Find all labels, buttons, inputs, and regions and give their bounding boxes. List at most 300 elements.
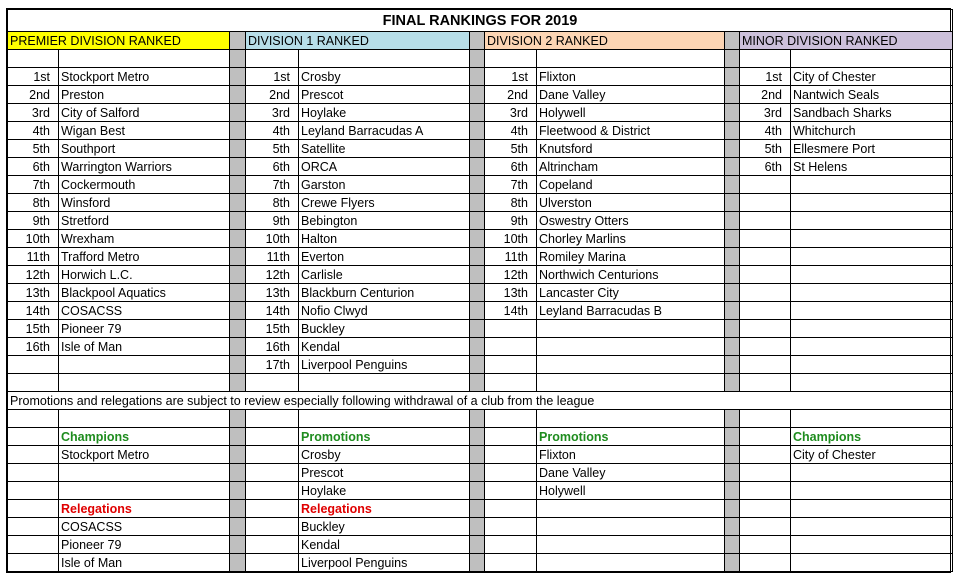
- note-row: [8, 392, 953, 410]
- empty-cell: [537, 410, 725, 428]
- column-separator: [470, 50, 485, 68]
- column-separator: [725, 230, 740, 248]
- rank-position: 6th: [740, 158, 791, 176]
- club-name: Isle of Man: [59, 338, 230, 356]
- club-name: Trafford Metro: [59, 248, 230, 266]
- club-name: Pioneer 79: [59, 536, 230, 554]
- page-title: FINAL RANKINGS FOR 2019: [8, 10, 953, 32]
- empty-cell: [8, 464, 59, 482]
- empty-cell: [59, 464, 230, 482]
- empty-cell: [791, 194, 953, 212]
- column-separator: [725, 338, 740, 356]
- column-separator: [230, 212, 246, 230]
- rank-position: 5th: [485, 140, 537, 158]
- column-separator: [230, 446, 246, 464]
- rank-position: 7th: [485, 176, 537, 194]
- rank-position: 16th: [8, 338, 59, 356]
- table-row: [8, 482, 953, 500]
- empty-cell: [8, 518, 59, 536]
- club-name: Northwich Centurions: [537, 266, 725, 284]
- column-separator: [470, 68, 485, 86]
- club-name: Hoylake: [299, 482, 470, 500]
- column-separator: [725, 212, 740, 230]
- table-row: [8, 68, 953, 86]
- empty-cell: [791, 536, 953, 554]
- column-separator: [230, 482, 246, 500]
- club-name: Dane Valley: [537, 464, 725, 482]
- club-name: City of Chester: [791, 446, 953, 464]
- club-name: Buckley: [299, 320, 470, 338]
- column-separator: [230, 374, 246, 392]
- empty-cell: [740, 356, 791, 374]
- club-name: Winsford: [59, 194, 230, 212]
- column-separator: [725, 194, 740, 212]
- empty-cell: [791, 212, 953, 230]
- rank-position: 3rd: [485, 104, 537, 122]
- empty-cell: [537, 500, 725, 518]
- rank-position: 17th: [246, 356, 299, 374]
- column-separator: [470, 356, 485, 374]
- rank-position: 3rd: [740, 104, 791, 122]
- table-row: [8, 194, 953, 212]
- empty-cell: [59, 374, 230, 392]
- table-row: [8, 266, 953, 284]
- club-name: Warrington Warriors: [59, 158, 230, 176]
- empty-cell: [246, 428, 299, 446]
- club-name: Stockport Metro: [59, 68, 230, 86]
- rank-position: 8th: [485, 194, 537, 212]
- empty-cell: [485, 410, 537, 428]
- column-separator: [230, 338, 246, 356]
- column-separator: [470, 140, 485, 158]
- rank-position: 7th: [8, 176, 59, 194]
- club-name: Isle of Man: [59, 554, 230, 572]
- empty-cell: [740, 266, 791, 284]
- club-name: Ulverston: [537, 194, 725, 212]
- column-separator: [230, 284, 246, 302]
- empty-cell: [537, 338, 725, 356]
- column-separator: [725, 122, 740, 140]
- column-separator: [230, 320, 246, 338]
- empty-cell: [485, 482, 537, 500]
- table-row: [8, 320, 953, 338]
- column-separator: [725, 68, 740, 86]
- rank-position: 11th: [485, 248, 537, 266]
- rank-position: 4th: [485, 122, 537, 140]
- club-name: Buckley: [299, 518, 470, 536]
- club-name: St Helens: [791, 158, 953, 176]
- club-name: Chorley Marlins: [537, 230, 725, 248]
- club-name: Pioneer 79: [59, 320, 230, 338]
- column-separator: [725, 32, 740, 50]
- club-name: Bebington: [299, 212, 470, 230]
- empty-cell: [8, 410, 59, 428]
- empty-cell: [485, 518, 537, 536]
- review-note: Promotions and relegations are subject to review especially following withdrawal of a club from the league: [8, 392, 953, 410]
- empty-cell: [740, 50, 791, 68]
- empty-cell: [740, 500, 791, 518]
- column-separator: [725, 86, 740, 104]
- empty-cell: [8, 50, 59, 68]
- empty-cell: [791, 410, 953, 428]
- club-name: Kendal: [299, 338, 470, 356]
- empty-cell: [740, 302, 791, 320]
- empty-cell: [485, 500, 537, 518]
- empty-cell: [740, 428, 791, 446]
- table-row: [8, 302, 953, 320]
- club-name: Nofio Clwyd: [299, 302, 470, 320]
- empty-cell: [299, 410, 470, 428]
- promotions-label: Promotions: [299, 428, 470, 446]
- column-separator: [725, 464, 740, 482]
- column-separator: [230, 410, 246, 428]
- empty-cell: [8, 374, 59, 392]
- club-name: City of Chester: [791, 68, 953, 86]
- column-separator: [470, 464, 485, 482]
- empty-cell: [246, 518, 299, 536]
- empty-cell: [485, 464, 537, 482]
- rank-position: 4th: [8, 122, 59, 140]
- club-name: Leyland Barracudas B: [537, 302, 725, 320]
- column-separator: [470, 518, 485, 536]
- rank-position: 13th: [8, 284, 59, 302]
- club-name: Romiley Marina: [537, 248, 725, 266]
- empty-cell: [246, 410, 299, 428]
- column-separator: [230, 554, 246, 572]
- table-row: [8, 176, 953, 194]
- rank-position: 1st: [485, 68, 537, 86]
- empty-cell: [740, 194, 791, 212]
- empty-cell: [246, 446, 299, 464]
- empty-cell: [485, 50, 537, 68]
- column-separator: [230, 194, 246, 212]
- club-name: Stockport Metro: [59, 446, 230, 464]
- table-row: [8, 104, 953, 122]
- empty-cell: [59, 410, 230, 428]
- column-separator: [230, 122, 246, 140]
- empty-cell: [485, 536, 537, 554]
- empty-cell: [485, 446, 537, 464]
- table-row: [8, 338, 953, 356]
- empty-cell: [791, 248, 953, 266]
- empty-cell: [8, 482, 59, 500]
- club-name: Blackburn Centurion: [299, 284, 470, 302]
- column-separator: [470, 320, 485, 338]
- club-name: Everton: [299, 248, 470, 266]
- column-separator: [230, 464, 246, 482]
- club-name: Copeland: [537, 176, 725, 194]
- empty-cell: [740, 230, 791, 248]
- column-separator: [230, 86, 246, 104]
- rank-position: 12th: [8, 266, 59, 284]
- club-name: Cockermouth: [59, 176, 230, 194]
- column-separator: [470, 194, 485, 212]
- empty-cell: [791, 230, 953, 248]
- rank-position: 4th: [740, 122, 791, 140]
- column-separator: [470, 302, 485, 320]
- empty-cell: [740, 338, 791, 356]
- empty-cell: [246, 482, 299, 500]
- club-name: ORCA: [299, 158, 470, 176]
- club-name: Horwich L.C.: [59, 266, 230, 284]
- club-name: Flixton: [537, 446, 725, 464]
- empty-cell: [8, 554, 59, 572]
- club-name: Flixton: [537, 68, 725, 86]
- club-name: Kendal: [299, 536, 470, 554]
- table-row: [8, 356, 953, 374]
- column-separator: [725, 266, 740, 284]
- division-1-header: DIVISION 1 RANKED: [246, 32, 470, 50]
- empty-cell: [740, 374, 791, 392]
- column-separator: [470, 212, 485, 230]
- club-name: Crosby: [299, 68, 470, 86]
- table-row: [8, 86, 953, 104]
- club-name: Hoylake: [299, 104, 470, 122]
- empty-cell: [485, 320, 537, 338]
- empty-cell: [740, 518, 791, 536]
- column-separator: [470, 104, 485, 122]
- rank-position: 11th: [8, 248, 59, 266]
- relegations-label: Relegations: [299, 500, 470, 518]
- empty-cell: [246, 500, 299, 518]
- empty-cell: [299, 374, 470, 392]
- empty-cell: [791, 356, 953, 374]
- empty-cell: [537, 320, 725, 338]
- empty-cell: [791, 482, 953, 500]
- club-name: Lancaster City: [537, 284, 725, 302]
- rank-position: 11th: [246, 248, 299, 266]
- column-separator: [230, 536, 246, 554]
- table-row: [8, 158, 953, 176]
- club-name: Dane Valley: [537, 86, 725, 104]
- rank-position: 12th: [485, 266, 537, 284]
- rank-position: 1st: [246, 68, 299, 86]
- club-name: Carlisle: [299, 266, 470, 284]
- column-separator: [470, 86, 485, 104]
- rank-position: 13th: [485, 284, 537, 302]
- column-separator: [725, 428, 740, 446]
- empty-cell: [485, 428, 537, 446]
- club-name: Leyland Barracudas A: [299, 122, 470, 140]
- column-separator: [470, 500, 485, 518]
- table-row: [8, 284, 953, 302]
- club-name: Holywell: [537, 104, 725, 122]
- rank-position: 7th: [246, 176, 299, 194]
- rankings-sheet: [6, 8, 951, 573]
- column-separator: [725, 284, 740, 302]
- promotions-label: Promotions: [537, 428, 725, 446]
- empty-cell: [59, 356, 230, 374]
- rank-position: 10th: [485, 230, 537, 248]
- rank-position: 2nd: [485, 86, 537, 104]
- empty-cell: [246, 536, 299, 554]
- table-row: [8, 464, 953, 482]
- column-separator: [725, 500, 740, 518]
- champions-label: Champions: [59, 428, 230, 446]
- empty-cell: [791, 266, 953, 284]
- column-separator: [725, 104, 740, 122]
- empty-cell: [740, 284, 791, 302]
- column-separator: [725, 248, 740, 266]
- empty-cell: [246, 374, 299, 392]
- rank-position: 13th: [246, 284, 299, 302]
- empty-cell: [791, 500, 953, 518]
- empty-cell: [740, 446, 791, 464]
- empty-cell: [537, 374, 725, 392]
- table-row: [8, 500, 953, 518]
- rank-position: 8th: [246, 194, 299, 212]
- table-row: [8, 122, 953, 140]
- table-row: [8, 50, 953, 68]
- empty-cell: [740, 212, 791, 230]
- club-name: Liverpool Penguins: [299, 356, 470, 374]
- empty-cell: [59, 482, 230, 500]
- column-separator: [470, 32, 485, 50]
- club-name: Garston: [299, 176, 470, 194]
- column-separator: [470, 266, 485, 284]
- empty-cell: [740, 248, 791, 266]
- empty-cell: [740, 464, 791, 482]
- column-separator: [230, 428, 246, 446]
- column-separator: [725, 374, 740, 392]
- club-name: Fleetwood & District: [537, 122, 725, 140]
- rank-position: 15th: [246, 320, 299, 338]
- column-separator: [470, 230, 485, 248]
- column-separator: [725, 518, 740, 536]
- rank-position: 14th: [485, 302, 537, 320]
- empty-cell: [537, 50, 725, 68]
- column-separator: [230, 140, 246, 158]
- empty-cell: [537, 554, 725, 572]
- column-separator: [230, 500, 246, 518]
- empty-cell: [59, 50, 230, 68]
- empty-cell: [740, 536, 791, 554]
- empty-cell: [791, 302, 953, 320]
- club-name: Preston: [59, 86, 230, 104]
- rank-position: 2nd: [246, 86, 299, 104]
- rankings-table: [7, 9, 953, 572]
- rank-position: 10th: [246, 230, 299, 248]
- column-separator: [470, 176, 485, 194]
- empty-cell: [485, 374, 537, 392]
- table-row: [8, 230, 953, 248]
- rank-position: 8th: [8, 194, 59, 212]
- club-name: Wigan Best: [59, 122, 230, 140]
- club-name: City of Salford: [59, 104, 230, 122]
- rank-position: 6th: [8, 158, 59, 176]
- column-separator: [725, 536, 740, 554]
- table-row: [8, 248, 953, 266]
- champions-label: Champions: [791, 428, 953, 446]
- table-row: [8, 536, 953, 554]
- empty-cell: [246, 554, 299, 572]
- table-row: [8, 428, 953, 446]
- rank-position: 6th: [485, 158, 537, 176]
- club-name: Holywell: [537, 482, 725, 500]
- empty-cell: [740, 410, 791, 428]
- empty-cell: [791, 320, 953, 338]
- rank-position: 15th: [8, 320, 59, 338]
- rank-position: 5th: [8, 140, 59, 158]
- column-separator: [230, 158, 246, 176]
- column-separator: [230, 248, 246, 266]
- column-separator: [230, 518, 246, 536]
- empty-cell: [740, 176, 791, 194]
- empty-cell: [791, 374, 953, 392]
- rank-position: 9th: [485, 212, 537, 230]
- column-separator: [725, 446, 740, 464]
- column-separator: [470, 158, 485, 176]
- rank-position: 9th: [246, 212, 299, 230]
- empty-cell: [791, 338, 953, 356]
- club-name: Stretford: [59, 212, 230, 230]
- club-name: Nantwich Seals: [791, 86, 953, 104]
- table-row: [8, 554, 953, 572]
- column-separator: [725, 176, 740, 194]
- column-separator: [470, 248, 485, 266]
- empty-cell: [8, 446, 59, 464]
- rank-position: 1st: [8, 68, 59, 86]
- division-2-header: DIVISION 2 RANKED: [485, 32, 725, 50]
- empty-cell: [8, 536, 59, 554]
- rank-position: 3rd: [8, 104, 59, 122]
- empty-cell: [791, 176, 953, 194]
- column-separator: [725, 302, 740, 320]
- empty-cell: [537, 536, 725, 554]
- column-separator: [725, 554, 740, 572]
- club-name: Knutsford: [537, 140, 725, 158]
- rank-position: 12th: [246, 266, 299, 284]
- rank-position: 5th: [246, 140, 299, 158]
- club-name: Crewe Flyers: [299, 194, 470, 212]
- table-row: [8, 518, 953, 536]
- rank-position: 10th: [8, 230, 59, 248]
- empty-cell: [246, 50, 299, 68]
- column-separator: [230, 302, 246, 320]
- empty-cell: [299, 50, 470, 68]
- empty-cell: [740, 482, 791, 500]
- empty-cell: [537, 518, 725, 536]
- empty-cell: [740, 554, 791, 572]
- minor-division-header: MINOR DIVISION RANKED: [740, 32, 953, 50]
- rank-position: 3rd: [246, 104, 299, 122]
- table-row: [8, 446, 953, 464]
- club-name: Blackpool Aquatics: [59, 284, 230, 302]
- relegations-label: Relegations: [59, 500, 230, 518]
- club-name: Sandbach Sharks: [791, 104, 953, 122]
- column-separator: [725, 410, 740, 428]
- club-name: Southport: [59, 140, 230, 158]
- column-separator: [230, 266, 246, 284]
- rank-position: 4th: [246, 122, 299, 140]
- column-separator: [725, 320, 740, 338]
- table-row: [8, 140, 953, 158]
- premier-division-header: PREMIER DIVISION RANKED: [8, 32, 230, 50]
- club-name: Crosby: [299, 446, 470, 464]
- rank-position: 9th: [8, 212, 59, 230]
- column-separator: [230, 68, 246, 86]
- table-row: [8, 410, 953, 428]
- column-separator: [470, 410, 485, 428]
- column-separator: [725, 158, 740, 176]
- column-separator: [470, 482, 485, 500]
- empty-cell: [791, 518, 953, 536]
- rank-position: 2nd: [740, 86, 791, 104]
- club-name: Whitchurch: [791, 122, 953, 140]
- club-name: Altrincham: [537, 158, 725, 176]
- rank-position: 14th: [246, 302, 299, 320]
- empty-cell: [791, 554, 953, 572]
